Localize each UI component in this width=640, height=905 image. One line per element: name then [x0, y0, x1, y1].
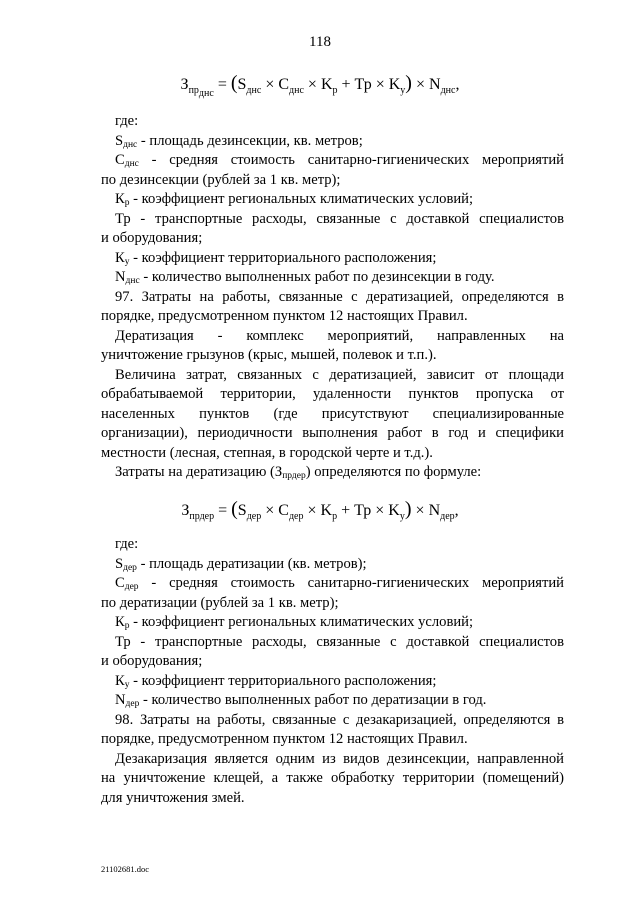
para-deratization-line2: уничтожение грызунов (крыс, мышей, полевок и т.п.).: [101, 347, 437, 363]
para-value-line1: Величина затрат, связанных с дератизацией, зависит от площади: [115, 367, 564, 383]
def-k-r-2: $К_р$ - коэффициент региональных климатических условий;: [115, 614, 474, 631]
def-tr-2: Тр - транспортные расходы, связанные с доставкой специалистов: [115, 634, 564, 650]
formula-disinsection: $З_{пр_{днс}} = (S_{днс} \times C_{днс} \times K_р$ + Тр × $K_у) \times N_{днс}$,: [180, 72, 460, 100]
def-n-dns: $N_{днс}$ - количество выполненных работ по дезинсекции в году.: [115, 269, 495, 286]
def-c-der: $С_{дер}$ - средняя стоимость санитарно-гигиенических мероприятий: [115, 575, 564, 592]
para-value-line3: населенных пунктов (где присутствуют специализированные: [101, 406, 564, 422]
def-s-dns: $S_{днс}$ - площадь дезинсекции, кв. метров;: [115, 133, 363, 150]
para-98-line1: 98. Затраты на работы, связанные с дезакаризацией, определяются в: [115, 712, 564, 728]
def-c-der-cont: по дератизации (рублей за 1 кв. метр);: [101, 595, 339, 611]
para-dezak-line3: для уничтожения змей.: [101, 790, 245, 806]
para-deratization-line1: Дератизация - комплекс мероприятий, направленных на: [115, 328, 564, 344]
para-97-line1: 97. Затраты на работы, связанные с дератизацией, определяются в: [115, 289, 564, 305]
para-value-line2: обрабатываемой территории, удаленности пунктов пропуска от: [101, 386, 564, 402]
def-c-dns-cont: по дезинсекции (рублей за 1 кв. метр);: [101, 172, 341, 188]
def-k-y: $К_у$ - коэффициент территориального расположения;: [115, 250, 437, 267]
para-dezak-line1: Дезакаризация является одним из видов дезинсекции, направленной: [115, 751, 564, 767]
para-98-line2: порядке, предусмотренном пунктом 12 настоящих Правил.: [101, 731, 468, 747]
para-value-line4: организации), периодичности выполнения работ в год и специфики: [101, 425, 564, 441]
footer-filename: 21102681.doc: [101, 864, 150, 874]
def-tr-2-cont: и оборудования;: [101, 653, 203, 669]
def-s-der: $S_{дер}$ - площадь дератизации (кв. метров);: [115, 556, 367, 573]
def-tr: Тр - транспортные расходы, связанные с доставкой специалистов: [115, 211, 564, 227]
def-k-y-2: $К_у$ - коэффициент территориального расположения;: [115, 673, 437, 690]
para-value-line5: местности (лесная, степная, в городской черте и т.д.).: [101, 445, 433, 461]
where-label: где:: [115, 113, 139, 129]
def-tr-cont: и оборудования;: [101, 230, 203, 246]
def-k-r: $К_р$ - коэффициент региональных климатических условий;: [115, 191, 474, 208]
para-dezak-line2: на уничтожение клещей, а также обработку территории (помещений): [101, 770, 564, 786]
para-97-line2: порядке, предусмотренном пунктом 12 настоящих Правил.: [101, 308, 468, 324]
page-number: 118: [309, 34, 331, 50]
formula-deratization: $З_{прдер} = (S_{дер} \times C_{дер} \times K_р$ + Тр × $K_у) \times N_{дер}$,: [181, 498, 459, 523]
def-c-dns: $С_{днс}$ - средняя стоимость санитарно-гигиенических мероприятий: [115, 152, 564, 169]
def-n-der: $N_{дер}$ - количество выполненных работ по дератизации в год.: [115, 692, 487, 709]
para-costs: Затраты на дератизацию $(З_{прдер})$ определяются по формуле:: [115, 464, 482, 481]
where-label-2: где:: [115, 536, 139, 552]
